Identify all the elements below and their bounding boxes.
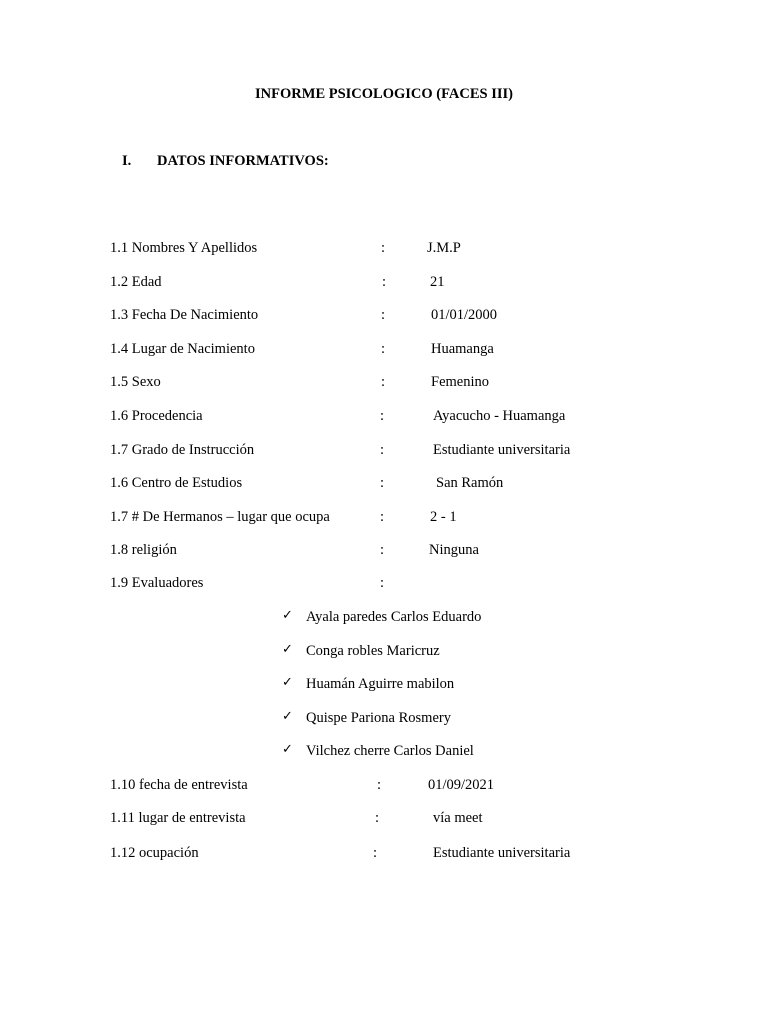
evaluator-name: Ayala paredes Carlos Eduardo (306, 609, 482, 625)
field-value: 2 - 1 (430, 509, 457, 525)
field-value: 01/09/2021 (428, 777, 495, 793)
checkmark-icon: ✓ (282, 675, 293, 690)
document-title: INFORME PSICOLOGICO (FACES III) (255, 86, 513, 102)
section-title: DATOS INFORMATIVOS: (157, 153, 329, 169)
field-colon: : (380, 575, 385, 591)
field-label: 1.9 Evaluadores (110, 575, 204, 591)
field-value: Femenino (431, 374, 489, 390)
field-label: 1.12 ocupación (110, 845, 199, 861)
field-value: J.M.P (427, 240, 461, 256)
field-value: vía meet (433, 810, 483, 826)
field-label: 1.2 Edad (110, 274, 162, 290)
field-colon: : (382, 274, 387, 290)
field-label: 1.10 fecha de entrevista (110, 777, 248, 793)
field-value: Ayacucho - Huamanga (433, 408, 566, 424)
field-label: 1.3 Fecha De Nacimiento (110, 307, 259, 323)
field-colon: : (373, 845, 378, 861)
field-label: 1.6 Procedencia (110, 408, 203, 424)
field-colon: : (380, 475, 385, 491)
field-colon: : (375, 810, 380, 826)
field-label: 1.5 Sexo (110, 374, 161, 390)
field-colon: : (380, 408, 385, 424)
field-value: 01/01/2000 (431, 307, 498, 323)
field-label: 1.4 Lugar de Nacimiento (110, 341, 255, 357)
field-label: 1.11 lugar de entrevista (110, 810, 246, 826)
field-label: 1.7 # De Hermanos – lugar que ocupa (110, 509, 330, 525)
field-colon: : (380, 442, 385, 458)
field-label: 1.1 Nombres Y Apellidos (110, 240, 258, 256)
field-colon: : (381, 240, 386, 256)
field-colon: : (381, 374, 386, 390)
field-value: Ninguna (429, 542, 479, 558)
field-value: Estudiante universitaria (433, 442, 571, 458)
field-label: 1.6 Centro de Estudios (110, 475, 243, 491)
evaluator-name: Huamán Aguirre mabilon (306, 676, 455, 692)
field-value: Estudiante universitaria (433, 845, 571, 861)
checkmark-icon: ✓ (282, 709, 293, 724)
checkmark-icon: ✓ (282, 608, 293, 623)
evaluator-name: Quispe Pariona Rosmery (306, 710, 451, 726)
field-colon: : (381, 307, 386, 323)
checkmark-icon: ✓ (282, 742, 293, 757)
field-label: 1.8 religión (110, 542, 177, 558)
field-value: San Ramón (436, 475, 504, 491)
field-label: 1.7 Grado de Instrucción (110, 442, 255, 458)
evaluator-name: Conga robles Maricruz (306, 643, 440, 659)
field-colon: : (380, 542, 385, 558)
field-colon: : (380, 509, 385, 525)
evaluator-name: Vilchez cherre Carlos Daniel (306, 743, 474, 759)
field-value: Huamanga (431, 341, 494, 357)
field-value: 21 (430, 274, 445, 290)
field-colon: : (381, 341, 386, 357)
field-colon: : (377, 777, 382, 793)
section-number: I. (122, 153, 132, 169)
checkmark-icon: ✓ (282, 642, 293, 657)
